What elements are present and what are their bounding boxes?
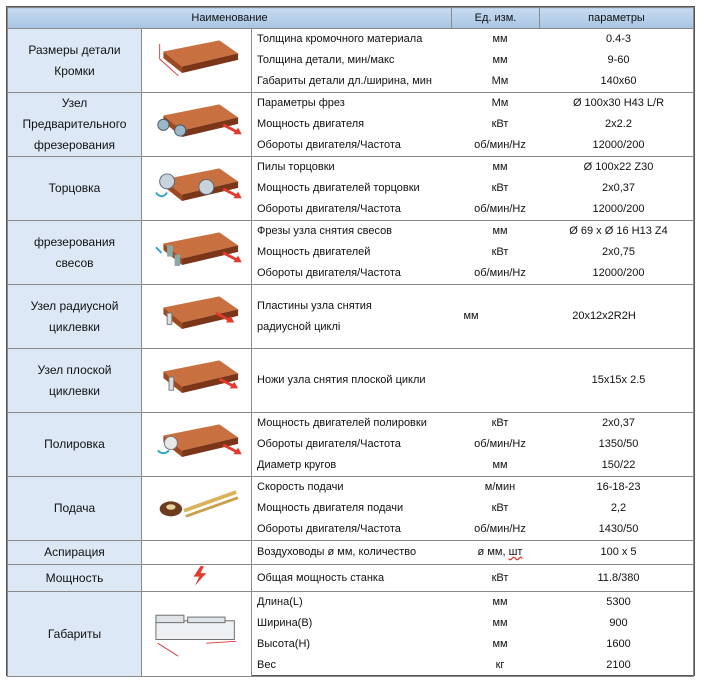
parameter-value: 150/22 <box>601 459 636 471</box>
row-parameters <box>252 157 694 221</box>
end-trimming-icon <box>147 159 247 215</box>
row-name-line: Узел плоской <box>37 362 112 377</box>
parameter-list <box>252 477 693 540</box>
row-name <box>8 221 142 285</box>
parameter-value: 2x2.2 <box>605 118 632 130</box>
parameter-label: Обороты двигателя/Частота <box>257 203 401 215</box>
row-name-line: циклевки <box>49 319 100 334</box>
parameter-row <box>252 455 693 476</box>
row-illustration <box>142 29 252 93</box>
parameter-unit: м/мин <box>484 481 516 493</box>
row-name <box>8 565 142 592</box>
row-name-line: Узел радиусной <box>30 298 119 313</box>
parameter-value: Ø 69 x Ø 16 H13 Z4 <box>569 225 668 237</box>
spec-row <box>8 93 694 157</box>
parameter-list <box>252 541 693 564</box>
parameter-unit: об/мин/Hz <box>474 139 526 151</box>
parameter-value: Ø 100x22 Z30 <box>583 161 654 173</box>
parameter-unit: мм <box>492 33 508 45</box>
parameter-label: Вес <box>257 659 276 671</box>
parameter-row <box>252 199 693 220</box>
row-name <box>8 349 142 413</box>
row-illustration <box>142 285 252 349</box>
row-illustration <box>142 565 252 592</box>
row-illustration <box>142 221 252 285</box>
parameter-label: Пластины узла снятия радиусной циклі <box>257 299 372 333</box>
row-name-line: Аспирация <box>44 545 105 559</box>
row-parameters <box>252 541 694 565</box>
parameter-unit: мм <box>492 459 508 471</box>
parameter-label: Фрезы узла снятия свесов <box>257 225 393 237</box>
edge-panel-dimension-icon <box>147 31 247 87</box>
parameter-row <box>252 655 693 676</box>
parameter-unit: ø мм, шт <box>477 546 523 558</box>
row-illustration <box>142 477 252 541</box>
feed-icon <box>147 479 247 535</box>
parameter-list <box>252 157 693 220</box>
parameter-label: Мощность двигателя подачи <box>257 502 404 514</box>
spec-table-frame <box>6 6 695 676</box>
parameter-unit: мм <box>492 596 508 608</box>
row-name-line: циклевки <box>49 383 100 398</box>
row-name-line: Габариты <box>47 626 102 641</box>
parameter-label: Общая мощность станка <box>257 571 385 584</box>
header-name: Наименование <box>8 8 452 29</box>
parameter-row <box>252 519 693 540</box>
parameter-value: 5300 <box>606 596 631 608</box>
parameter-value: Ø 100x30 H43 L/R <box>572 97 665 109</box>
parameter-row <box>252 498 693 519</box>
parameter-unit: Мм <box>491 75 509 87</box>
parameter-label: Толщина кромочного материала <box>257 33 423 45</box>
row-name-line: Узел <box>61 96 88 110</box>
row-name-line: Полировка <box>44 437 105 451</box>
parameter-row <box>252 541 693 564</box>
parameter-label: Диаметр кругов <box>257 459 337 471</box>
machine-dimensions-icon <box>147 604 247 660</box>
parameter-value: 11.8/380 <box>597 571 640 584</box>
parameter-row <box>252 221 693 242</box>
parameter-unit: кВт <box>491 118 509 130</box>
header-unit: Ед. изм. <box>452 8 540 29</box>
parameter-label: Обороты двигателя/Частота <box>257 438 401 450</box>
parameter-value: 12000/200 <box>592 139 645 151</box>
parameter-row <box>252 613 693 634</box>
parameter-unit: кВт <box>491 246 509 258</box>
parameter-row <box>252 71 693 92</box>
parameter-label: Воздуховоды ø мм, количество <box>257 546 417 558</box>
parameter-row <box>252 242 693 263</box>
parameter-row <box>252 413 693 434</box>
parameter-unit: мм <box>492 161 508 173</box>
parameter-unit: мм <box>492 54 508 66</box>
parameter-value: 12000/200 <box>592 267 645 279</box>
row-name <box>8 93 142 157</box>
parameter-list <box>252 285 693 348</box>
spec-row <box>8 477 694 541</box>
row-parameters <box>252 477 694 541</box>
header-params: параметры <box>540 8 694 29</box>
parameter-value: 100 x 5 <box>600 546 637 558</box>
row-name-line: Подача <box>53 501 96 515</box>
row-parameters <box>252 221 694 285</box>
parameter-unit: мм <box>492 617 508 629</box>
parameter-unit: мм <box>463 310 479 322</box>
parameter-label: Мощность двигателя <box>257 118 365 130</box>
parameter-list <box>252 221 693 284</box>
spec-row <box>8 349 694 413</box>
parameter-row <box>252 263 693 284</box>
radius-scraping-icon <box>147 287 247 343</box>
parameter-list <box>252 565 693 591</box>
parameter-list <box>252 592 693 676</box>
spec-row <box>8 285 694 349</box>
parameter-value: 20x12x2R2H <box>572 310 636 322</box>
parameter-label: Ширина(B) <box>257 617 313 629</box>
parameter-label: Ножи узла снятия плоской цикли <box>257 374 426 386</box>
row-name <box>8 285 142 349</box>
row-illustration <box>142 541 252 565</box>
parameter-unit: об/мин/Hz <box>474 523 526 535</box>
parameter-unit: кВт <box>491 571 509 584</box>
parameter-list <box>252 349 693 412</box>
row-name <box>8 477 142 541</box>
parameter-value: 15x15x 2.5 <box>591 374 646 386</box>
parameter-label: Обороты двигателя/Частота <box>257 267 401 279</box>
parameter-row <box>252 592 693 613</box>
parameter-unit <box>456 349 544 412</box>
parameter-label: Скорость подачи <box>257 481 344 493</box>
parameter-unit: об/мин/Hz <box>474 438 526 450</box>
row-illustration <box>142 413 252 477</box>
row-name-line: Размеры детали <box>28 42 121 57</box>
row-name <box>8 541 142 565</box>
parameter-label: Мощность двигателей полировки <box>257 417 427 429</box>
flat-scraping-icon <box>147 351 247 407</box>
parameter-row <box>252 157 693 178</box>
parameter-label: Обороты двигателя/Частота <box>257 139 401 151</box>
row-illustration <box>142 349 252 413</box>
row-name-line: фрезерования <box>33 138 116 152</box>
parameter-unit: об/мин/Hz <box>474 267 526 279</box>
parameter-unit: кВт <box>491 502 509 514</box>
overhang-milling-icon <box>147 223 247 279</box>
row-illustration <box>142 93 252 157</box>
header-row <box>8 8 694 29</box>
row-illustration <box>142 592 252 677</box>
parameter-value: 2,2 <box>610 502 627 514</box>
parameter-unit: кг <box>495 659 505 671</box>
parameter-row <box>252 565 693 591</box>
parameter-row <box>252 135 693 156</box>
parameter-value: 2x0,37 <box>601 417 636 429</box>
parameter-row <box>252 349 693 412</box>
parameter-label: Длина(L) <box>257 596 303 608</box>
spellcheck-underline: шт <box>508 546 523 558</box>
parameter-value: 2x0,37 <box>601 182 636 194</box>
parameter-value: 2x0,75 <box>601 246 636 258</box>
parameter-row <box>252 477 693 498</box>
spec-row <box>8 413 694 477</box>
spec-row <box>8 541 694 565</box>
parameter-row <box>252 29 693 50</box>
parameter-unit: кВт <box>491 182 509 194</box>
parameter-label: Пилы торцовки <box>257 161 335 173</box>
parameter-value: 0.4-3 <box>605 33 632 45</box>
parameter-label: Габариты детали дл./ширина, мин <box>257 75 432 87</box>
parameter-row <box>252 93 693 114</box>
parameter-unit: мм <box>492 638 508 650</box>
parameter-label: Параметры фрез <box>257 97 345 109</box>
row-name <box>8 413 142 477</box>
parameter-list <box>252 29 693 92</box>
parameter-value: 9-60 <box>607 54 630 66</box>
parameter-unit: об/мин/Hz <box>474 203 526 215</box>
row-name-line: Предварительного <box>22 117 127 131</box>
parameter-value: 1430/50 <box>598 523 639 535</box>
parameter-label: Толщина детали, мин/макс <box>257 54 395 66</box>
parameter-list <box>252 413 693 476</box>
row-name <box>8 592 142 677</box>
parameter-label: Обороты двигателя/Частота <box>257 523 401 535</box>
parameter-row <box>252 634 693 655</box>
parameter-row <box>252 114 693 135</box>
spec-table <box>7 7 694 677</box>
polishing-icon <box>147 415 247 471</box>
parameter-row <box>252 50 693 71</box>
row-parameters <box>252 285 694 349</box>
row-name-line: Торцовка <box>48 181 101 195</box>
parameter-unit: кВт <box>491 417 509 429</box>
parameter-value: 1350/50 <box>598 438 639 450</box>
spec-row <box>8 157 694 221</box>
parameter-unit: мм <box>492 225 508 237</box>
row-parameters <box>252 29 694 93</box>
parameter-list <box>252 93 693 156</box>
row-illustration <box>142 157 252 221</box>
parameter-value: 140x60 <box>600 75 637 87</box>
row-parameters <box>252 592 694 677</box>
row-parameters <box>252 413 694 477</box>
row-name-line: фрезерования <box>33 234 116 249</box>
row-name-line: свесов <box>55 255 94 270</box>
parameter-value: 16-18-23 <box>596 481 641 493</box>
row-parameters <box>252 93 694 157</box>
parameter-value: 2100 <box>606 659 631 671</box>
parameter-row <box>252 178 693 199</box>
row-name-line: Мощность <box>45 570 104 585</box>
pre-milling-icon <box>147 95 247 151</box>
parameter-unit: Мм <box>491 97 509 109</box>
spec-row <box>8 565 694 592</box>
lightning-icon <box>147 565 247 587</box>
parameter-row <box>252 285 693 348</box>
parameter-value: 1600 <box>606 638 631 650</box>
row-name <box>8 157 142 221</box>
spec-row <box>8 592 694 677</box>
parameter-label: Мощность двигателей торцовки <box>257 182 420 194</box>
parameter-value: 12000/200 <box>592 203 645 215</box>
spec-row <box>8 221 694 285</box>
row-parameters <box>252 349 694 413</box>
parameter-row <box>252 434 693 455</box>
row-name-line: Кромки <box>54 63 95 78</box>
parameter-label: Высота(H) <box>257 638 311 650</box>
row-parameters <box>252 565 694 592</box>
parameter-label: Мощность двигателей <box>257 246 371 258</box>
parameter-value: 900 <box>609 617 628 629</box>
row-name <box>8 29 142 93</box>
spec-row <box>8 29 694 93</box>
